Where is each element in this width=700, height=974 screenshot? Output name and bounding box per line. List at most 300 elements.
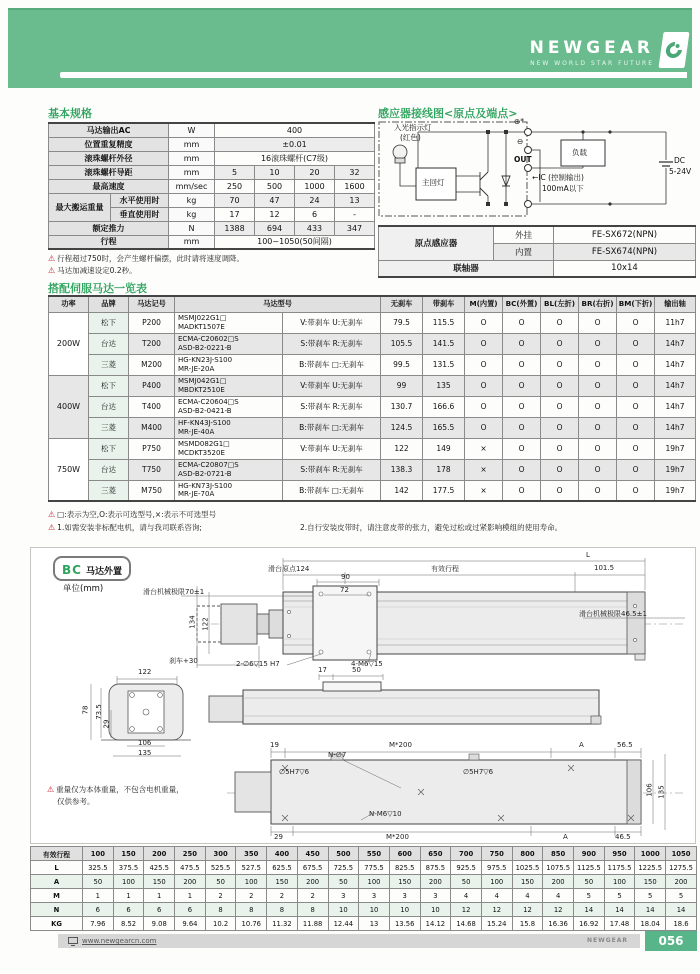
mount-option-cell: O (503, 459, 541, 480)
stroke-value-cell: 10.76 (236, 917, 267, 931)
col-header: 马达型号 (175, 296, 381, 312)
stroke-value-cell: 2 (205, 889, 236, 903)
stroke-value-cell: 1225.5 (635, 861, 666, 875)
with-brake-weight-cell: 177.5 (423, 480, 465, 501)
stroke-row (31, 889, 697, 903)
spec-value: 347 (335, 221, 375, 235)
stroke-value-cell: 1 (83, 889, 114, 903)
spec-value: 16滚珠螺杆(C7级) (215, 151, 375, 165)
brand-cell: 三菱 (89, 354, 129, 375)
output-shaft-cell: 14h7 (655, 375, 696, 396)
stroke-value-cell: 9.64 (175, 917, 206, 931)
stroke-value-header: 850 (543, 847, 574, 861)
stroke-value-cell: 150 (389, 875, 420, 889)
spec-unit: mm (169, 151, 215, 165)
dim-label: 106 (645, 783, 654, 797)
stroke-value-cell: 200 (543, 875, 574, 889)
stroke-value-cell: 10 (389, 903, 420, 917)
website-link[interactable] (68, 937, 156, 945)
stroke-row (31, 875, 697, 889)
col-header: 无刹车 (381, 296, 423, 312)
mount-option-cell: O (541, 354, 579, 375)
dc-voltage-label: 5-24V (669, 167, 692, 176)
stroke-value-cell: 15.8 (512, 917, 543, 931)
col-header: 马达记号 (129, 296, 175, 312)
spec-unit: mm/sec (169, 179, 215, 193)
servo-row (49, 375, 696, 396)
motor-code-cell: T750 (129, 459, 175, 480)
spec-value: 24 (295, 193, 335, 207)
stroke-value-cell: 18.6 (666, 917, 697, 931)
spec-unit: N (169, 221, 215, 235)
dc-label: DC (674, 156, 686, 165)
stroke-value-cell: 1 (113, 889, 144, 903)
stroke-value-cell: 14.12 (420, 917, 451, 931)
motor-code-cell: P750 (129, 438, 175, 459)
stroke-row-label: L (31, 861, 83, 875)
ic-output-label: ←IC (控制输出) (532, 173, 584, 182)
website-url[interactable]: www.newgearcn.com (82, 937, 157, 945)
mount-option-cell: O (617, 480, 655, 501)
spec-value: 70 (215, 193, 255, 207)
drawing-note-text: 重量仅为本体重量，不包含电机重量， (56, 785, 184, 794)
external-label: 外挂 (494, 226, 554, 243)
stroke-value-cell: 200 (175, 875, 206, 889)
coupling-value: 10x14 (554, 260, 696, 277)
dim-label: 122 (201, 617, 210, 631)
stroke-value-cell: 100 (481, 875, 512, 889)
power-cell: 750W (49, 438, 89, 501)
dim-label: 滑台机械极限46.5±1 (579, 610, 647, 618)
spec-value: 1000 (295, 179, 335, 193)
stroke-value-cell: 875.5 (420, 861, 451, 875)
stroke-value-cell: 5 (666, 889, 697, 903)
dim-label: 19 (270, 741, 279, 749)
dim-label: 122 (138, 668, 152, 676)
mount-option-cell: O (465, 312, 503, 333)
stroke-value-cell: 50 (451, 875, 482, 889)
stroke-value-cell: 8 (267, 903, 298, 917)
spec-value: 13 (335, 193, 375, 207)
table-row (49, 151, 375, 165)
servo-row (49, 459, 696, 480)
mount-option-cell: O (503, 480, 541, 501)
dim-label: 135 (138, 749, 152, 757)
stroke-row (31, 917, 697, 931)
spec-unit: mm (169, 235, 215, 249)
brake-note-cell: V:带刹车 U:无刹车 (283, 375, 381, 396)
mount-option-cell: × (465, 480, 503, 501)
no-brake-weight-cell: 142 (381, 480, 423, 501)
stroke-value-cell: 8.52 (113, 917, 144, 931)
minus-terminal-label: ⊖ (517, 137, 524, 146)
stroke-value-cell: 150 (144, 875, 175, 889)
no-brake-weight-cell: 130.7 (381, 396, 423, 417)
dim-label: 56.5 (617, 741, 633, 749)
drawing-note (47, 784, 184, 795)
spec-sublabel: 水平使用时 (111, 193, 169, 207)
mount-option-cell: × (465, 459, 503, 480)
spec-value: 250 (215, 179, 255, 193)
with-brake-weight-cell: 141.5 (423, 333, 465, 354)
drawing-note-text: 仅供参考。 (57, 797, 95, 806)
power-cell: 400W (49, 375, 89, 438)
motor-code-cell: T200 (129, 333, 175, 354)
brand-name: NEWGEAR (529, 38, 654, 58)
stroke-row-label: N (31, 903, 83, 917)
internal-model: FE-SX674(NPN) (554, 243, 696, 260)
mount-option-cell: O (617, 312, 655, 333)
stroke-value-cell: 10 (359, 903, 390, 917)
internal-label: 内置 (494, 243, 554, 260)
warning-icon: ⚠ (48, 266, 56, 275)
servo-header-row (49, 296, 696, 312)
stroke-row-label: KG (31, 917, 83, 931)
dim-label: 46.5 (615, 833, 631, 841)
brand-tagline: NEW WORLD STAR FUTURE (530, 60, 654, 67)
mount-option-cell: O (579, 438, 617, 459)
stroke-row (31, 903, 697, 917)
dim-label: M*200 (386, 833, 409, 841)
dim-label: 72 (340, 586, 349, 594)
dim-label: A (579, 741, 584, 749)
spec-value: 400 (215, 123, 375, 137)
motor-code-cell: M750 (129, 480, 175, 501)
mount-option-cell: O (617, 459, 655, 480)
spec-unit: W (169, 123, 215, 137)
dim-label: 刹车+30 (169, 657, 198, 665)
dim-label: 101.5 (594, 564, 615, 572)
spec-label: 滚珠螺杆外径 (49, 151, 169, 165)
mount-option-cell: O (503, 417, 541, 438)
stroke-value-cell: 12.44 (328, 917, 359, 931)
mount-option-cell: O (465, 354, 503, 375)
no-brake-weight-cell: 99 (381, 375, 423, 396)
stroke-value-cell: 4 (512, 889, 543, 903)
table-row (379, 226, 696, 243)
model-cell: HF-KN43J-S100 MR-JE-40A (175, 417, 283, 438)
motor-code-cell: M200 (129, 354, 175, 375)
no-brake-weight-cell: 105.5 (381, 333, 423, 354)
stroke-value-cell: 1075.5 (543, 861, 574, 875)
power-cell: 200W (49, 312, 89, 375)
stroke-value-cell: 5 (604, 889, 635, 903)
dim-label: 29 (102, 719, 111, 729)
stroke-value-cell: 150 (512, 875, 543, 889)
badge-label: 马达外置 (85, 567, 122, 577)
stroke-table (30, 846, 697, 931)
spec-value: - (335, 207, 375, 221)
dim-label: M*200 (389, 741, 412, 749)
warning-icon: ⚠ (47, 785, 55, 794)
mount-option-cell: O (503, 375, 541, 396)
stroke-value-cell: 9.08 (144, 917, 175, 931)
stroke-value-cell: 15.24 (481, 917, 512, 931)
model-cell: ECMA-C20604□S ASD-B2-0421-B (175, 396, 283, 417)
newgear-logo-icon (658, 32, 689, 68)
brand-block (530, 38, 654, 67)
spec-note (48, 265, 137, 276)
table-row (49, 193, 375, 207)
spec-unit: mm (169, 165, 215, 179)
stroke-value-cell: 5 (635, 889, 666, 903)
spec-sublabel: 垂直使用时 (111, 207, 169, 221)
stroke-value-cell: 100 (113, 875, 144, 889)
stroke-value-header: 700 (451, 847, 482, 861)
mount-option-cell: O (617, 396, 655, 417)
dim-label: 78 (81, 705, 90, 715)
mount-option-cell: O (541, 375, 579, 396)
stroke-value-cell: 6 (175, 903, 206, 917)
spec-value: 6 (295, 207, 335, 221)
stroke-value-cell: 50 (205, 875, 236, 889)
stroke-value-cell: 14.68 (451, 917, 482, 931)
table-row (49, 123, 375, 137)
brake-note-cell: B:带刹车 □:无刹车 (283, 417, 381, 438)
spec-label: 最大搬运重量 (49, 193, 111, 221)
stroke-value-header: 900 (574, 847, 605, 861)
servo-row (49, 417, 696, 438)
spec-value: 12 (255, 207, 295, 221)
stroke-value-cell: 975.5 (481, 861, 512, 875)
mount-option-cell: O (541, 438, 579, 459)
stroke-value-cell: 17.48 (604, 917, 635, 931)
spec-value: 1388 (215, 221, 255, 235)
servo-motor-table (48, 295, 696, 502)
origin-sensor-label: 原点感应器 (379, 226, 494, 260)
stroke-value-cell: 3 (359, 889, 390, 903)
stroke-value-cell: 12 (543, 903, 574, 917)
col-header: BC(外置) (503, 296, 541, 312)
stroke-value-cell: 775.5 (359, 861, 390, 875)
brake-note-cell: V:带刹车 U:无刹车 (283, 312, 381, 333)
stroke-value-cell: 10 (420, 903, 451, 917)
col-header: M(内置) (465, 296, 503, 312)
monitor-icon (68, 937, 78, 944)
stroke-value-cell: 525.5 (205, 861, 236, 875)
mount-option-cell: O (541, 312, 579, 333)
out-terminal-label: OUT (514, 155, 532, 164)
mount-option-cell: O (617, 438, 655, 459)
stroke-value-cell: 675.5 (297, 861, 328, 875)
model-cell: HG-KN23J-S100 MR-JE-20A (175, 354, 283, 375)
output-shaft-cell: 14h7 (655, 396, 696, 417)
stroke-value-header: 150 (113, 847, 144, 861)
mount-option-cell: O (503, 438, 541, 459)
spec-unit: kg (169, 193, 215, 207)
stroke-value-header: 600 (389, 847, 420, 861)
col-header: BR(右折) (579, 296, 617, 312)
dim-label: N-∅7 (328, 751, 347, 759)
stroke-value-cell: 50 (574, 875, 605, 889)
mount-option-cell: O (579, 480, 617, 501)
dim-label: 73.5 (94, 704, 103, 720)
stroke-value-cell: 16.36 (543, 917, 574, 931)
stroke-value-cell: 12 (481, 903, 512, 917)
spec-unit: mm (169, 137, 215, 151)
table-row (49, 221, 375, 235)
servo-note (48, 522, 202, 533)
dim-label: 滑台机械极限70±1 (143, 588, 205, 596)
mount-option-cell: O (465, 375, 503, 396)
mount-option-cell: O (465, 396, 503, 417)
mount-option-cell: O (617, 417, 655, 438)
spec-value: 1600 (335, 179, 375, 193)
spec-label: 滚珠螺杆导距 (49, 165, 169, 179)
external-model: FE-SX672(NPN) (554, 226, 696, 243)
stroke-value-cell: 2 (297, 889, 328, 903)
header-banner (8, 8, 692, 88)
stroke-value-header: 450 (297, 847, 328, 861)
stroke-value-cell: 150 (267, 875, 298, 889)
servo-row (49, 333, 696, 354)
spec-value: 10 (255, 165, 295, 179)
stroke-value-cell: 6 (113, 903, 144, 917)
spec-value: 5 (215, 165, 255, 179)
stroke-value-cell: 16.92 (574, 917, 605, 931)
warning-icon: ⚠ (48, 510, 56, 519)
mount-option-cell: × (465, 438, 503, 459)
stroke-value-cell: 725.5 (328, 861, 359, 875)
servo-note (48, 509, 216, 520)
dim-label: 17 (318, 666, 327, 674)
dim-label: 2-∅6▽15 H7 (236, 660, 280, 668)
stroke-value-cell: 425.5 (144, 861, 175, 875)
brake-note-cell: V:带刹车 U:无刹车 (283, 438, 381, 459)
stroke-value-cell: 1125.5 (574, 861, 605, 875)
stroke-value-cell: 13.56 (389, 917, 420, 931)
stroke-value-cell: 10 (328, 903, 359, 917)
model-cell: MSMJ022G1□ MADKT1507E (175, 312, 283, 333)
stroke-value-cell: 1275.5 (666, 861, 697, 875)
stroke-value-cell: 4 (543, 889, 574, 903)
dimension-drawing (30, 547, 696, 844)
stroke-value-cell: 14 (604, 903, 635, 917)
stroke-value-cell: 325.5 (83, 861, 114, 875)
brake-note-cell: S:带刹车 R:无刹车 (283, 459, 381, 480)
stroke-value-cell: 100 (359, 875, 390, 889)
output-shaft-cell: 19h7 (655, 438, 696, 459)
table-row (49, 137, 375, 151)
mount-option-cell: O (579, 459, 617, 480)
mount-option-cell: O (503, 354, 541, 375)
stroke-value-cell: 150 (635, 875, 666, 889)
drawing-note (57, 796, 95, 807)
col-header: BM(下折) (617, 296, 655, 312)
servo-row (49, 354, 696, 375)
motor-code-cell: T400 (129, 396, 175, 417)
stroke-value-cell: 14 (666, 903, 697, 917)
mount-option-cell: O (541, 480, 579, 501)
brake-note-cell: B:带刹车 □:无刹车 (283, 480, 381, 501)
stroke-value-cell: 1 (144, 889, 175, 903)
stroke-value-header: 100 (83, 847, 114, 861)
stroke-value-cell: 100 (236, 875, 267, 889)
spec-label: 位置重复精度 (49, 137, 169, 151)
page-number: 056 (645, 931, 697, 951)
stroke-value-cell: 11.32 (267, 917, 298, 931)
output-shaft-cell: 11h7 (655, 312, 696, 333)
stroke-value-cell: 3 (389, 889, 420, 903)
ic-current-label: 100mA以下 (542, 184, 584, 193)
stroke-value-cell: 6 (144, 903, 175, 917)
with-brake-weight-cell: 149 (423, 438, 465, 459)
banner-stripe (60, 72, 687, 78)
stroke-value-cell: 5 (574, 889, 605, 903)
servo-row (49, 396, 696, 417)
mount-option-cell: O (579, 375, 617, 396)
mount-option-cell: O (579, 396, 617, 417)
dim-label: A (563, 833, 568, 841)
servo-note-text: □:表示为空,O:表示可选型号,×:表示不可选型号 (57, 510, 217, 519)
with-brake-weight-cell: 115.5 (423, 312, 465, 333)
dim-label: L (586, 551, 590, 559)
stroke-value-header: 1000 (635, 847, 666, 861)
stroke-value-cell: 200 (666, 875, 697, 889)
spec-value: 500 (255, 179, 295, 193)
stroke-row (31, 861, 697, 875)
lamp-label: 入光指示灯 (394, 123, 432, 132)
with-brake-weight-cell: 165.5 (423, 417, 465, 438)
brand-cell: 松下 (89, 312, 129, 333)
mount-option-cell: O (579, 354, 617, 375)
stroke-value-cell: 6 (83, 903, 114, 917)
sensor-section-title: 感应器接线图<原点及端点> (378, 107, 518, 120)
stroke-value-cell: 4 (451, 889, 482, 903)
brake-note-cell: S:带刹车 R:无刹车 (283, 396, 381, 417)
col-header: 输出轴 (655, 296, 696, 312)
servo-section-title: 搭配伺服马达一览表 (48, 282, 147, 295)
dim-label: 滑台原点124 (268, 565, 310, 573)
stroke-value-cell: 7.96 (83, 917, 114, 931)
brake-note-cell: B:带刹车 □:无刹车 (283, 354, 381, 375)
output-shaft-cell: 19h7 (655, 480, 696, 501)
mount-option-cell: O (617, 354, 655, 375)
stroke-value-cell: 1 (175, 889, 206, 903)
spec-value: 694 (255, 221, 295, 235)
spec-label: 额定推力 (49, 221, 169, 235)
spec-note (48, 253, 244, 264)
dim-label: 106 (138, 739, 152, 747)
dim-label: 有效行程 (431, 565, 459, 573)
brand-cell: 台达 (89, 396, 129, 417)
stroke-value-cell: 3 (420, 889, 451, 903)
warning-icon: ⚠ (48, 523, 56, 532)
mount-option-cell: O (541, 459, 579, 480)
mount-option-cell: O (503, 396, 541, 417)
model-cell: MSMD082G1□ MCDKT3520E (175, 438, 283, 459)
footer-bar (58, 934, 640, 948)
stroke-value-cell: 11.88 (297, 917, 328, 931)
spec-value: 32 (335, 165, 375, 179)
brake-note-cell: S:带刹车 R:无刹车 (283, 333, 381, 354)
coupling-label: 联轴器 (379, 260, 554, 277)
stroke-value-cell: 1175.5 (604, 861, 635, 875)
stroke-row-label: M (31, 889, 83, 903)
stroke-value-header: 300 (205, 847, 236, 861)
mount-option-cell: O (541, 333, 579, 354)
spec-value: ±0.01 (215, 137, 375, 151)
dim-label: ∅5H7▽6 (463, 768, 494, 776)
mount-option-cell: O (465, 333, 503, 354)
spec-value: 433 (295, 221, 335, 235)
stroke-header-row (31, 847, 697, 861)
spec-value: 20 (295, 165, 335, 179)
mount-option-cell: O (503, 333, 541, 354)
spec-note-text: 行程超过750时，会产生螺杆偏摆，此时请将速度调降。 (57, 254, 244, 263)
table-row (49, 235, 375, 249)
warning-icon: ⚠ (48, 254, 56, 263)
